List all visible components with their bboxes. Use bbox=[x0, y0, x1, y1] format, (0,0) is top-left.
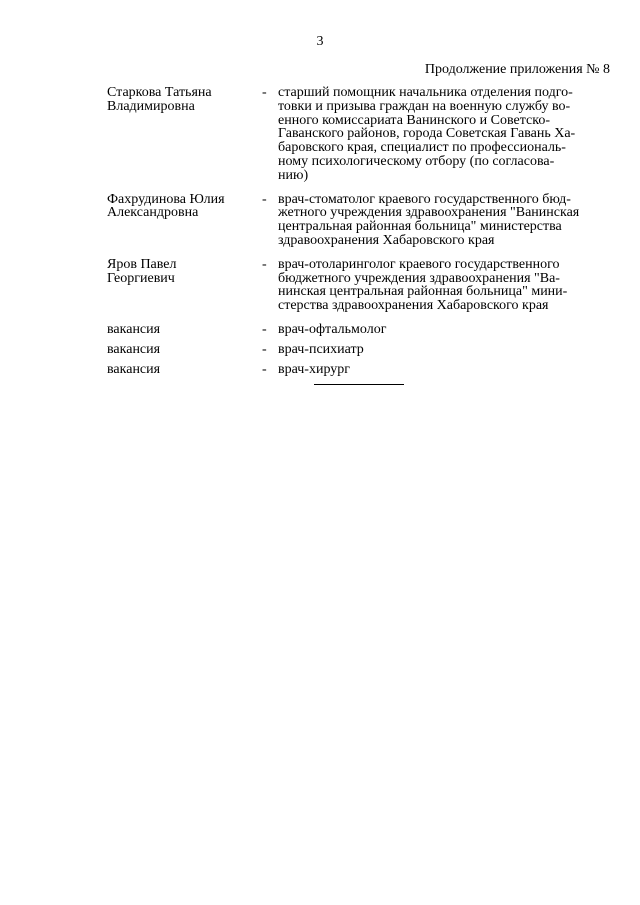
dash-separator: - bbox=[262, 361, 267, 377]
dash-separator: - bbox=[262, 341, 267, 357]
commission-members-list bbox=[107, 86, 607, 376]
dash-separator: - bbox=[262, 85, 267, 100]
appendix-continuation-label: Продолжение приложения № 8 bbox=[424, 62, 610, 77]
list-item bbox=[107, 363, 607, 377]
list-item bbox=[107, 258, 607, 313]
member-role: врач-отоларинголог краевого государственного бюджетного учреждения здравоохранения "Ва- нинская центральная районная больница" мини- стерства здравоохранения Хабаровского края bbox=[278, 256, 568, 314]
page-number: 3 bbox=[316, 34, 324, 49]
dash-separator: - bbox=[262, 321, 267, 337]
member-name: вакансия bbox=[107, 361, 161, 377]
member-role: врач-офтальмолог bbox=[278, 321, 387, 337]
member-name: вакансия bbox=[107, 321, 161, 337]
member-role: врач-хирург bbox=[278, 361, 351, 377]
list-item bbox=[107, 343, 607, 357]
member-name: вакансия bbox=[107, 341, 161, 357]
list-item bbox=[107, 323, 607, 337]
end-of-document-rule bbox=[314, 384, 404, 385]
dash-separator: - bbox=[262, 256, 267, 272]
member-role: врач-стоматолог краевого государственного бюд- жетного учреждения здравоохранения "Ванинская центральная районная больница" министерства здравоохранения Хабаровского края bbox=[278, 191, 580, 248]
list-item bbox=[107, 86, 607, 183]
member-name: Старкова Татьяна Владимировна bbox=[107, 85, 212, 114]
member-name: Фахрудинова Юлия Александровна bbox=[107, 191, 225, 221]
list-item bbox=[107, 193, 607, 248]
dash-separator: - bbox=[262, 191, 267, 207]
member-role: старший помощник начальника отделения подго- товки и призыва граждан на военную службу во- енного комиссариата Ванинского и Советско- Гаванского районов, города Советская Гавань Ха- баровского края, специалист по профессиональ- ному психологическому отбору (по согласова- нию) bbox=[278, 85, 576, 183]
member-role: врач-психиатр bbox=[278, 341, 364, 357]
member-name: Яров Павел Георгиевич bbox=[107, 256, 177, 286]
